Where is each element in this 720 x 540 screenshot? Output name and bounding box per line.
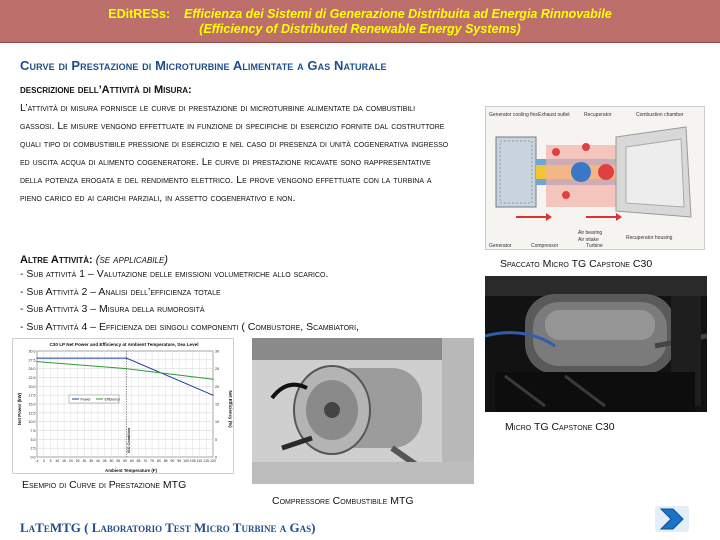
series-point-power (126, 357, 127, 358)
x-tick-label: 90 (170, 459, 175, 463)
x-tick-label: 20 (68, 459, 73, 463)
y-tick-label: 10.0 (28, 420, 36, 425)
y-tick-label: 22.5 (28, 376, 36, 380)
header-line-1 (0, 7, 720, 22)
next-arrow-icon (655, 506, 689, 532)
micro-tg-illustration (485, 276, 707, 412)
list-item: - Sub attività 1 – Valutazione delle emissioni volumetriche allo scarico. (20, 268, 329, 280)
x-tick-label: 75 (150, 459, 154, 463)
header-banner (0, 0, 720, 43)
legend-label-power: Power (80, 397, 91, 402)
x-tick-label: 0 (42, 459, 45, 463)
cutaway-label: Recuperator housing (626, 235, 673, 241)
x-tick-label: 15 (62, 459, 66, 463)
performance-curves-caption: Esempio di Curve di Prestazione MTG (22, 479, 187, 491)
slide-title: Curve di Prestazione di Microturbine Alimentate a Gas Naturale (20, 58, 387, 73)
y-tick-label: 7.5 (30, 429, 36, 433)
chart-y-axis-label: Net Power (kW) (17, 392, 22, 426)
cutaway-label: Air bearing (578, 230, 603, 236)
other-activities-heading (20, 254, 168, 266)
performance-chart (12, 338, 234, 474)
legend-label-efficiency: Efficiency (104, 397, 120, 402)
y2-tick-label: 25 (215, 367, 219, 372)
x-tick-label: 95 (177, 459, 182, 463)
y-tick-label: 30.0 (28, 349, 36, 354)
cutaway-label: Recuperator (584, 112, 612, 118)
compressor-photo (252, 338, 474, 484)
x-tick-label: 70 (143, 459, 148, 463)
x-tick-label: 35 (89, 459, 94, 463)
y-tick-label: 27.5 (28, 358, 36, 363)
cutaway-illustration (486, 107, 705, 250)
cutaway-label: Air intake (578, 237, 599, 243)
series-point-power (212, 395, 213, 396)
x-tick-label: 80 (156, 459, 161, 463)
x-tick-label: 110 (196, 459, 203, 463)
cutaway-label: Compressor (531, 243, 559, 249)
x-tick-label: 5 (49, 459, 52, 463)
chart-y2-axis-label: Net Efficiency (%) (228, 390, 233, 428)
cutaway-caption: Spaccato Micro TG Capstone C30 (500, 258, 653, 270)
list-item: - Sub Attività 4 – Efficienza dei singoli componenti ( Combustore, Scambiatori, (20, 320, 359, 333)
compressor-illustration (252, 338, 474, 484)
cutaway-label: Generator cooling fins (489, 112, 538, 118)
series-point-efficiency (126, 368, 127, 369)
x-tick-label: 85 (163, 459, 168, 463)
cutaway-label: Turbine (586, 243, 603, 249)
header-title-it: Efficienza dei Sistemi di Generazione Distribuita ad Energia Rinnovabile (184, 7, 612, 21)
cutaway-image (485, 106, 705, 250)
micro-tg-photo (485, 276, 707, 412)
y-tick-label: 17.5 (28, 393, 36, 398)
x-tick-label: 60 (129, 459, 134, 463)
compressor-caption: Compressore Combustibile MTG (272, 495, 414, 507)
y-tick-label: 2.5 (30, 446, 36, 451)
list-item: - Sub Attività 3 – Misura della rumorosità (20, 303, 205, 315)
y-tick-label: 0.0 (30, 455, 36, 460)
x-tick-label: 50 (109, 459, 114, 463)
y-tick-label: 5.0 (30, 437, 36, 442)
y-tick-label: 15.0 (28, 402, 36, 407)
iso-condition-label: ISO Condition (126, 427, 131, 453)
x-tick-label: 59 (123, 459, 127, 463)
chart-title: C30 LP Net Power and Efficiency at Ambient Temperature, Sea Level (49, 342, 199, 347)
y-tick-label: 25.0 (28, 367, 36, 372)
y2-tick-label: 10 (215, 420, 219, 425)
x-tick-label: -4 (35, 459, 39, 463)
y2-tick-label: 30 (215, 349, 219, 354)
list-item: - Sub Attività 2 – Analisi dell’efficienza totale (20, 285, 221, 298)
x-tick-label: 10 (55, 459, 60, 463)
x-tick-label: 115 (203, 459, 209, 463)
micro-tg-caption: Micro TG Capstone C30 (505, 421, 615, 433)
cutaway-label: Combustion chamber (636, 112, 684, 118)
x-tick-label: 100 (183, 459, 189, 463)
x-tick-label: 45 (102, 459, 107, 463)
other-activities-label: Altre Attività: (20, 254, 93, 266)
cutaway-label: Exhaust outlet (538, 112, 570, 118)
footer-lab-name: LaTeMTG ( Laboratorio Test Micro Turbine a Gas) (20, 520, 316, 535)
x-tick-label: 65 (136, 459, 141, 463)
x-tick-label: 30 (82, 459, 87, 463)
series-point-power (36, 357, 37, 358)
x-tick-label: 105 (189, 459, 196, 463)
applicable-note: (se applicabile) (95, 254, 168, 266)
header-project-name: EDitRESs: (108, 7, 171, 21)
y-tick-label: 12.5 (28, 411, 36, 416)
y2-tick-label: 15 (215, 402, 219, 407)
next-slide-button[interactable] (655, 506, 689, 532)
cutaway-label: Generator (489, 243, 512, 249)
x-tick-label: 120 (210, 459, 216, 463)
x-tick-label: 55 (116, 459, 121, 463)
series-point-efficiency (36, 361, 37, 362)
y2-tick-label: 0 (215, 455, 217, 460)
header-title-en: (Efficiency of Distributed Renewable Energy Systems) (199, 22, 521, 36)
description-text: L’attività di misura fornisce le curve di prestazione di microturbine alimentate da combustibili gassosi. Le misure vengono effettuate in funzione di specifiche di esercizio fornite dal costruttore quali tipo di combustibile pressione di esercizio e nel caso di presenza di unità cogenerativa ingresso ed uscita acqua di alimento cogeneratore. Le curve di prestazione ricavate sono rappresentative della potenza erogata e del rendimento elettrico. Le prove vengono effettuate con la turbina a pieno carico ed ai carichi parziali, in assetto cogenerativo e non. (20, 102, 449, 204)
y-tick-label: 20.0 (28, 384, 36, 389)
description-label: descrizione dell’Attività di Misura: (20, 84, 192, 96)
y2-tick-label: 20 (215, 384, 219, 389)
series-point-efficiency (212, 379, 213, 380)
activity-list (20, 266, 460, 336)
chart-x-axis-label: Ambient Temperature (F) (105, 468, 157, 473)
performance-chart-svg (13, 339, 235, 475)
x-tick-label: 40 (96, 459, 100, 463)
x-tick-label: 25 (75, 459, 80, 463)
y2-tick-label: 5 (215, 437, 217, 442)
